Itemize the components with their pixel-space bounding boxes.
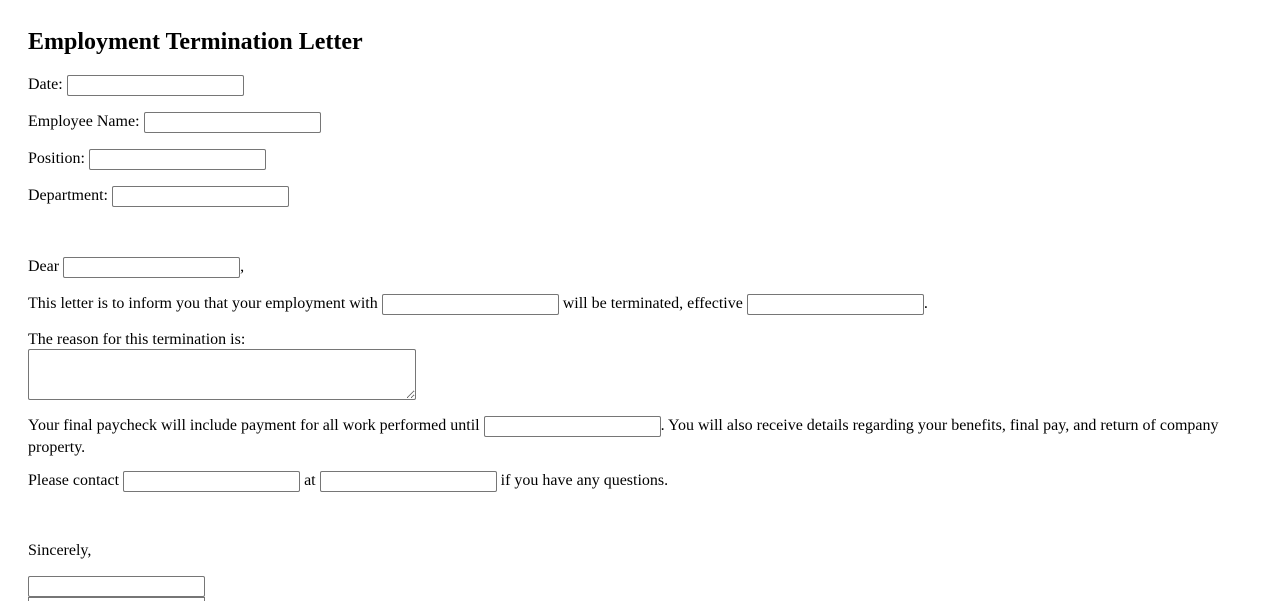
contact-info-input[interactable] (320, 471, 497, 492)
date-label: Date: (28, 76, 63, 93)
position-label: Position: (28, 150, 85, 167)
paycheck-text-1: Your final paycheck will include payment for all work performed until (28, 417, 480, 434)
contact-name-input[interactable] (123, 471, 300, 492)
signature-name-input[interactable] (28, 576, 205, 597)
employee-name-input[interactable] (144, 112, 321, 133)
inform-text-2: will be terminated, effective (562, 295, 743, 312)
inform-text-1: This letter is to inform you that your employment with (28, 295, 378, 312)
contact-text-2: at (304, 472, 316, 489)
recipient-name-input[interactable] (63, 257, 240, 278)
inform-text-end: . (923, 295, 928, 312)
reason-label-row (28, 329, 245, 351)
department-input[interactable] (112, 186, 289, 207)
effective-date-input[interactable] (747, 294, 924, 315)
department-row (28, 185, 293, 207)
paycheck-paragraph (28, 415, 1228, 458)
closing-text: Sincerely, (28, 542, 92, 559)
employee-name-row (28, 111, 325, 133)
position-input[interactable] (89, 149, 266, 170)
closing-row (28, 540, 91, 562)
greeting-row (28, 256, 244, 278)
department-label: Department: (28, 187, 108, 204)
greeting-comma: , (240, 258, 245, 275)
contact-text-1: Please contact (28, 472, 120, 489)
company-name-input[interactable] (382, 294, 559, 315)
final-work-date-input[interactable] (484, 416, 661, 437)
reason-label: The reason for this termination is: (28, 331, 246, 348)
position-row (28, 148, 270, 170)
employee-name-label: Employee Name: (28, 113, 140, 130)
signature-input-partial[interactable] (28, 597, 205, 601)
date-input[interactable] (67, 75, 244, 96)
inform-row (28, 293, 928, 315)
contact-row (28, 470, 668, 492)
page-title: Employment Termination Letter (28, 29, 363, 55)
greeting-text: Dear (28, 258, 60, 275)
contact-text-3: if you have any questions. (500, 472, 669, 489)
reason-textarea[interactable] (28, 349, 416, 400)
date-row (28, 74, 248, 96)
paycheck-text-2: . You will also receive details regarding your benefits, final pay, and return of company property. (28, 417, 1219, 456)
